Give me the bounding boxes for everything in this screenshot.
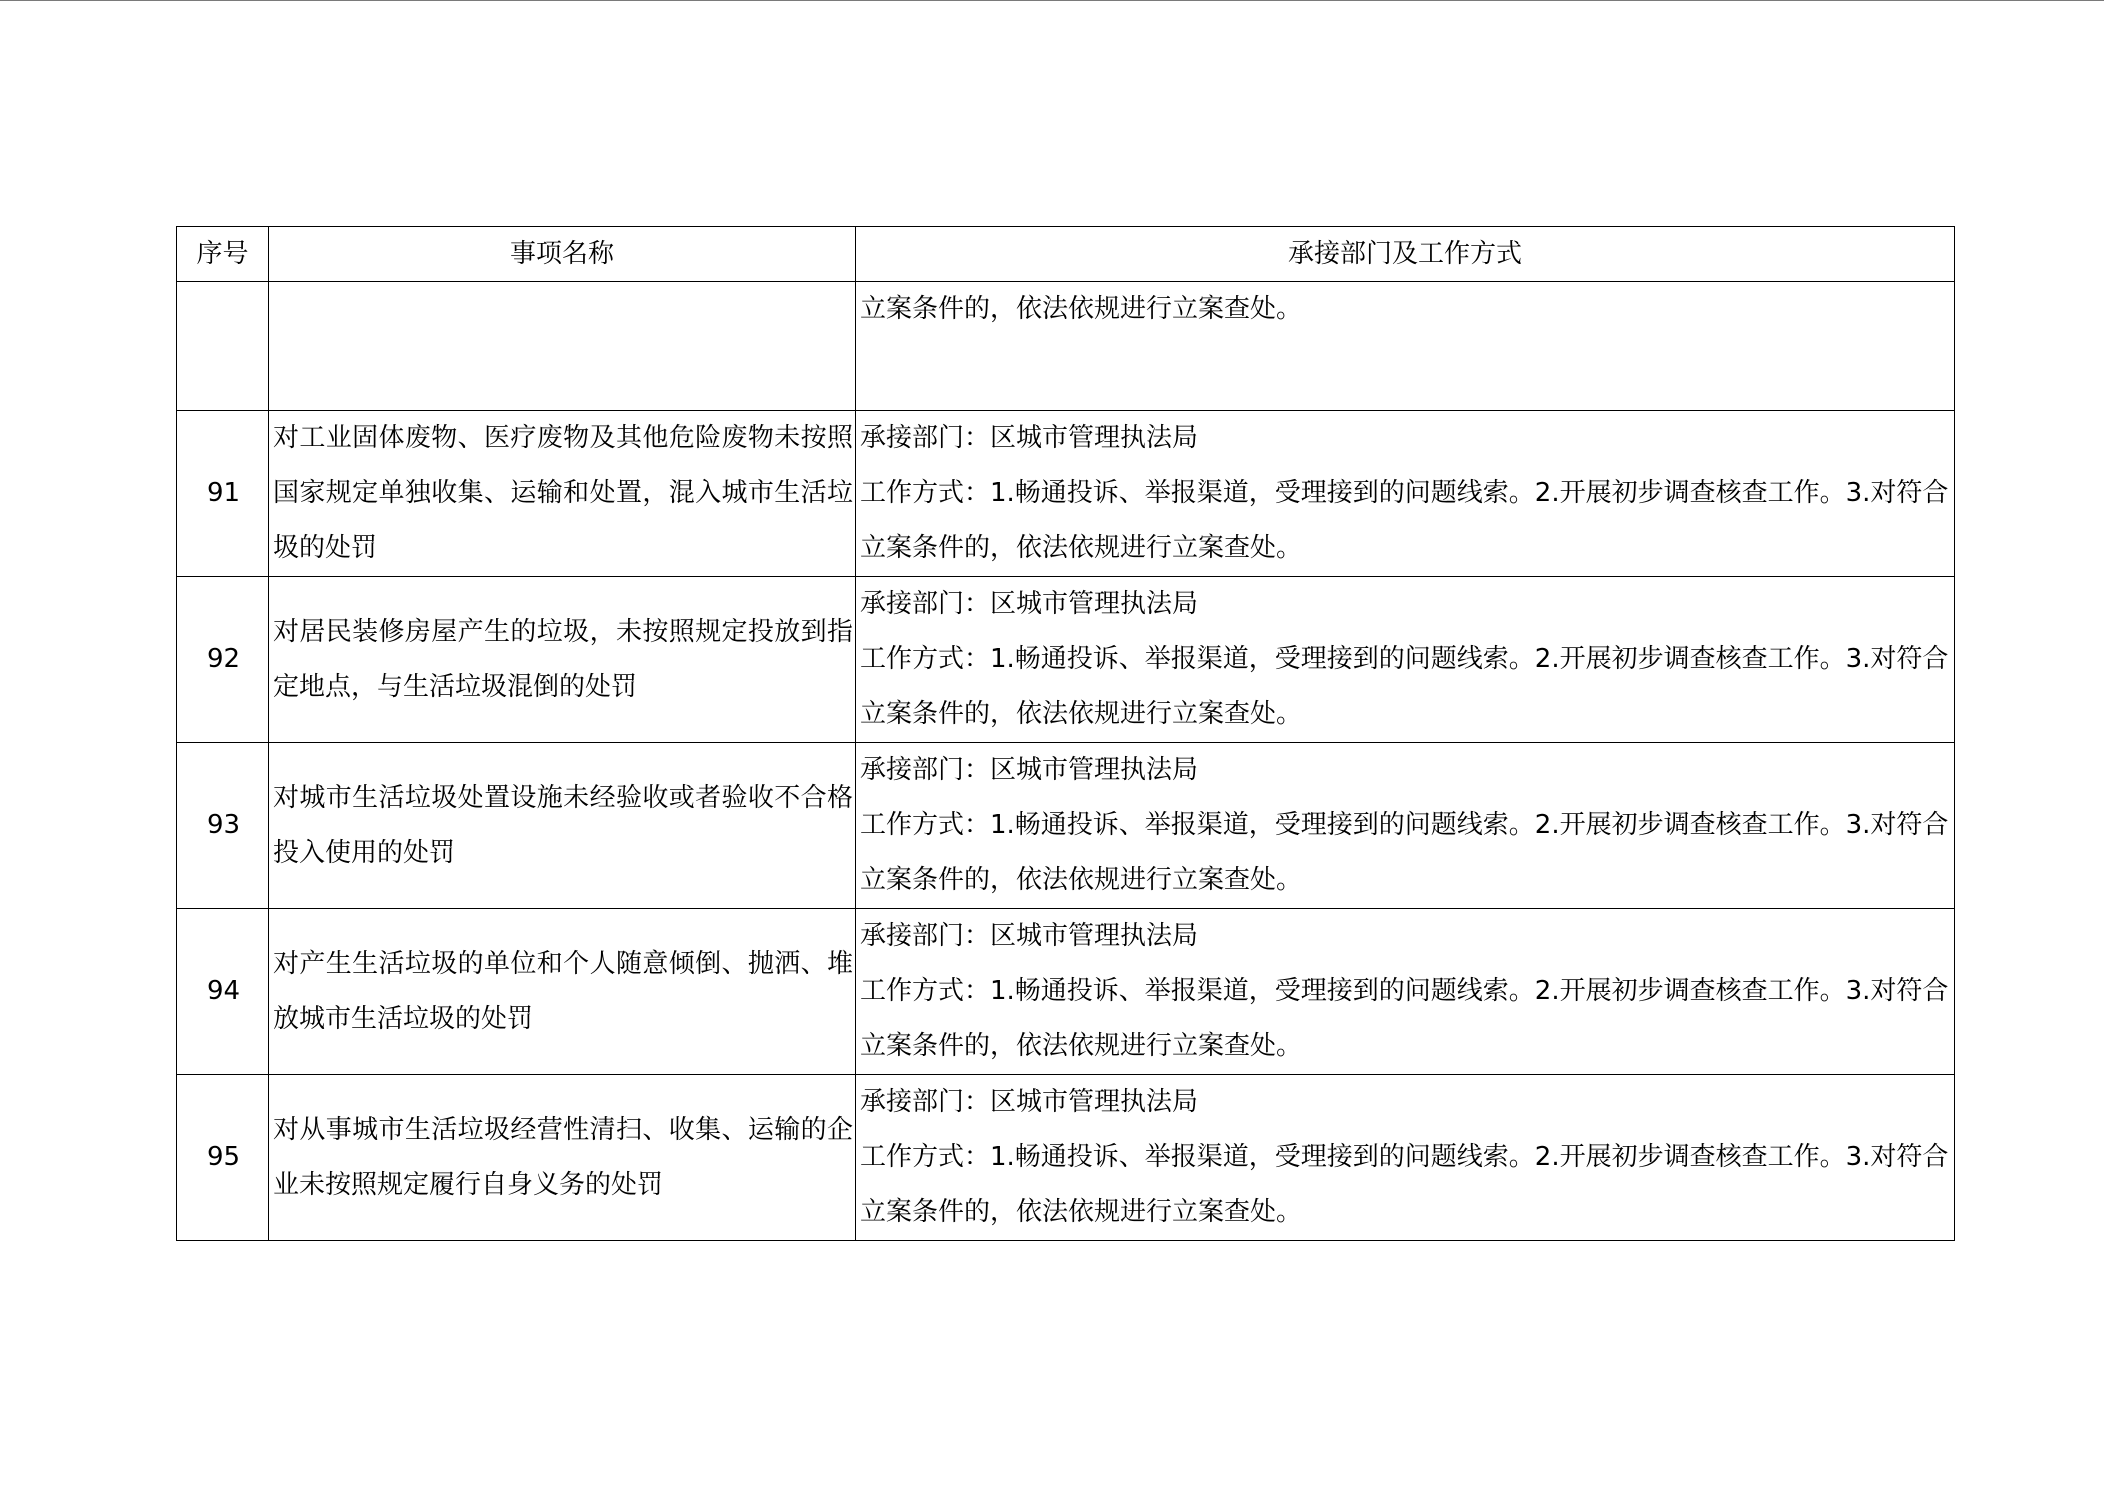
- dept-line: 承接部门：区城市管理执法局: [860, 755, 1199, 785]
- table-row: [177, 909, 1955, 1075]
- row-no: 92: [177, 577, 269, 743]
- method-line: 工作方式：1.畅通投诉、举报渠道，受理接到的问题线索。2.开展初步调查核查工作。3.对符合: [860, 810, 1949, 840]
- row-no: 93: [177, 743, 269, 909]
- row-name: 对产生生活垃圾的单位和个人随意倾倒、抛洒、堆放城市生活垃圾的处罚: [269, 909, 856, 1075]
- continuation-name-cell: [269, 282, 856, 411]
- header-no: 序号: [177, 227, 269, 282]
- row-dept: [856, 411, 1955, 577]
- continuation-row: [177, 282, 1955, 411]
- table-row: [177, 411, 1955, 577]
- matters-table: [176, 226, 1955, 1241]
- dept-line: 承接部门：区城市管理执法局: [860, 589, 1199, 619]
- row-dept: [856, 743, 1955, 909]
- dept-line: 承接部门：区城市管理执法局: [860, 423, 1199, 453]
- table-row: [177, 1075, 1955, 1241]
- method-line-2: 立案条件的，依法依规进行立案查处。: [860, 699, 1303, 729]
- row-name: 对从事城市生活垃圾经营性清扫、收集、运输的企业未按照规定履行自身义务的处罚: [269, 1075, 856, 1241]
- continuation-no-cell: [177, 282, 269, 411]
- method-line-2: 立案条件的，依法依规进行立案查处。: [860, 865, 1303, 895]
- table-row: [177, 577, 1955, 743]
- method-line: 工作方式：1.畅通投诉、举报渠道，受理接到的问题线索。2.开展初步调查核查工作。3.对符合: [860, 644, 1949, 674]
- page-top-border: [0, 0, 2104, 1]
- row-dept: [856, 577, 1955, 743]
- method-line-2: 立案条件的，依法依规进行立案查处。: [860, 1197, 1303, 1227]
- dept-line: 承接部门：区城市管理执法局: [860, 1087, 1199, 1117]
- method-line: 工作方式：1.畅通投诉、举报渠道，受理接到的问题线索。2.开展初步调查核查工作。3.对符合: [860, 1142, 1949, 1172]
- row-no: 95: [177, 1075, 269, 1241]
- row-name: 对工业固体废物、医疗废物及其他危险废物未按照国家规定单独收集、运输和处置，混入城市生活垃圾的处罚: [269, 411, 856, 577]
- row-no: 94: [177, 909, 269, 1075]
- row-dept: [856, 909, 1955, 1075]
- header-name: 事项名称: [269, 227, 856, 282]
- table-body: [177, 282, 1955, 1241]
- header-dept: 承接部门及工作方式: [856, 227, 1955, 282]
- row-no: 91: [177, 411, 269, 577]
- row-dept: [856, 1075, 1955, 1241]
- method-line-2: 立案条件的，依法依规进行立案查处。: [860, 1031, 1303, 1061]
- row-name: 对城市生活垃圾处置设施未经验收或者验收不合格投入使用的处罚: [269, 743, 856, 909]
- method-line: 工作方式：1.畅通投诉、举报渠道，受理接到的问题线索。2.开展初步调查核查工作。3.对符合: [860, 478, 1949, 508]
- table-header: [177, 227, 1955, 282]
- header-row: [177, 227, 1955, 282]
- dept-line: 承接部门：区城市管理执法局: [860, 921, 1199, 951]
- row-name: 对居民装修房屋产生的垃圾，未按照规定投放到指定地点，与生活垃圾混倒的处罚: [269, 577, 856, 743]
- method-line-2: 立案条件的，依法依规进行立案查处。: [860, 533, 1303, 563]
- method-line: 工作方式：1.畅通投诉、举报渠道，受理接到的问题线索。2.开展初步调查核查工作。3.对符合: [860, 976, 1949, 1006]
- continuation-text: 立案条件的，依法依规进行立案查处。: [860, 294, 1303, 324]
- table-row: [177, 743, 1955, 909]
- continuation-dept-cell: [856, 282, 1955, 411]
